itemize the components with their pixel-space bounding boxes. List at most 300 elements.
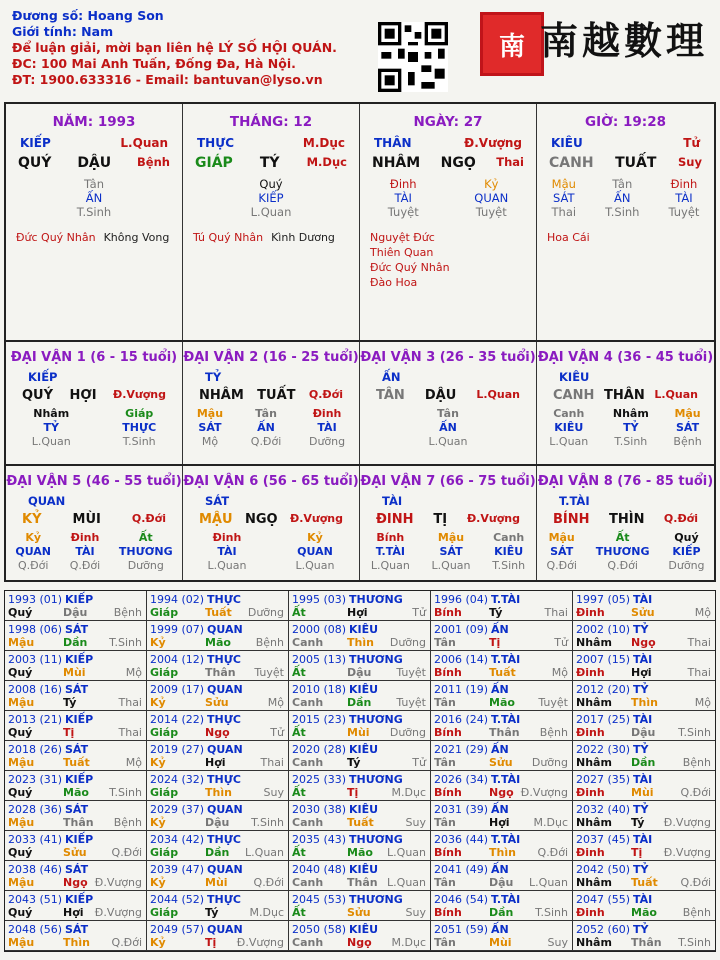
year-god: SÁT (65, 923, 89, 936)
dai-van-phase: Đ.Vượng (466, 512, 520, 525)
hidden-god: TỶ (623, 421, 639, 434)
hidden-god: ẤN (257, 421, 275, 434)
year-can: Giáp (150, 666, 179, 679)
hidden-god: TÀI (317, 421, 337, 434)
hidden-god: ẤN (614, 191, 631, 205)
year-can: Giáp (150, 606, 179, 619)
year-cell (431, 651, 573, 681)
year-phase: T.Sinh (678, 936, 711, 949)
year-chi: Sửu (631, 606, 655, 619)
dai-van-cell (537, 342, 714, 464)
year-god: SÁT (65, 863, 89, 876)
year-cell (573, 771, 715, 801)
year-god: QUAN (207, 683, 243, 696)
year-can: Mậu (8, 696, 35, 709)
year-chi: Hợi (631, 666, 652, 679)
year-label: 2014 (22) (150, 713, 205, 726)
year-label: 1994 (02) (150, 593, 205, 606)
year-cell (431, 861, 573, 891)
year-can: Tân (434, 756, 456, 769)
year-cell (573, 651, 715, 681)
hidden-can: Đinh (212, 531, 242, 544)
year-cell (573, 681, 715, 711)
dai-van-hidden-stem (673, 407, 701, 449)
year-chi: Thân (489, 726, 520, 739)
year-label: 2012 (20) (576, 683, 631, 696)
year-phase: M.Dục (249, 906, 284, 919)
year-can: Đinh (576, 786, 605, 799)
year-god: T.TÀI (491, 773, 521, 786)
year-god: THỰC (207, 653, 241, 666)
year-god: TÀI (633, 833, 653, 846)
hidden-god: KIÊU (494, 545, 524, 558)
year-god: THỰC (207, 593, 241, 606)
gender: Giới tính: Nam (12, 24, 114, 39)
dai-van-title: ĐẠI VẬN 7 (66 - 75 tuổi) (360, 474, 536, 489)
year-cell (289, 921, 431, 951)
hidden-phase: T.Sinh (492, 559, 526, 572)
dai-van-god: ẤN (382, 370, 401, 384)
year-god: T.TÀI (491, 713, 521, 726)
year-cell (431, 711, 573, 741)
year-cell (573, 741, 715, 771)
pillar-0 (6, 104, 183, 340)
pillar-god-phase: M.Dục (302, 136, 345, 150)
year-can: Bính (434, 726, 462, 739)
year-chi: Ngọ (63, 876, 88, 889)
year-phase: Thai (544, 606, 568, 619)
year-can: Ất (292, 786, 306, 799)
year-can: Giáp (150, 906, 179, 919)
pillar-2 (360, 104, 537, 340)
hidden-phase: T.Sinh (614, 435, 648, 448)
dai-van-hidden (6, 407, 182, 449)
year-cell (5, 891, 147, 921)
year-chi: Dậu (205, 816, 230, 829)
year-can: Giáp (150, 726, 179, 739)
hidden-can: Canh (493, 531, 525, 544)
pillar-hidden-stems (537, 177, 714, 219)
hidden-phase: Tuyệt (475, 205, 507, 219)
year-god: TỶ (633, 623, 649, 636)
year-label: 2020 (28) (292, 743, 347, 756)
dai-van-god: KIẾP (28, 370, 58, 384)
year-cell (573, 711, 715, 741)
dai-van-phase: Q.Đới (131, 512, 166, 525)
year-phase: Suy (547, 936, 568, 949)
year-phase: L.Quan (245, 846, 284, 859)
year-chi: Sửu (63, 846, 87, 859)
hidden-phase: L.Quan (549, 435, 589, 448)
pillar-can-chi-row (6, 155, 182, 171)
year-cell (147, 771, 289, 801)
year-can: Tân (434, 636, 456, 649)
dai-van-hidden-stem (596, 531, 650, 573)
year-god: QUAN (207, 863, 243, 876)
year-god: T.TÀI (491, 893, 521, 906)
year-phase: T.Sinh (535, 906, 568, 919)
dai-van-chi: NGỌ (244, 512, 278, 527)
hidden-can: Nhâm (33, 407, 70, 420)
pillar-god-phase: L.Quan (120, 136, 168, 150)
dai-van-hidden-stem (309, 407, 345, 449)
year-phase: Mộ (125, 756, 142, 769)
year-chi: Dần (489, 906, 514, 919)
pillar-god: KIÊU (551, 136, 583, 150)
hidden-god: TÀI (394, 191, 412, 205)
year-can: Mậu (8, 816, 35, 829)
year-can: Đinh (576, 606, 605, 619)
year-can: Kỷ (150, 936, 166, 949)
year-cell (5, 771, 147, 801)
hidden-phase: L.Quan (431, 559, 471, 572)
year-god: KIÊU (349, 803, 379, 816)
dai-van-phase: L.Quan (654, 388, 698, 401)
year-label: 1993 (01) (8, 593, 63, 606)
year-phase: Bệnh (539, 726, 568, 739)
hidden-can: Canh (553, 407, 585, 420)
year-phase: Q.Đới (253, 876, 284, 889)
year-can: Ất (292, 846, 306, 859)
year-label: 2030 (38) (292, 803, 347, 816)
dai-van-can-chi (537, 512, 714, 527)
hidden-phase: L.Quan (250, 205, 292, 219)
year-label: 2042 (50) (576, 863, 631, 876)
year-phase: Bệnh (255, 636, 284, 649)
year-can: Tân (434, 936, 456, 949)
year-label: 2018 (26) (8, 743, 63, 756)
year-can: Đinh (576, 666, 605, 679)
dai-van-hidden (183, 407, 359, 449)
year-god: THỰC (207, 833, 241, 846)
year-cell (289, 801, 431, 831)
dai-van-phase: Đ.Vượng (289, 512, 343, 525)
year-phase: T.Sinh (678, 726, 711, 739)
year-god: TÀI (633, 773, 653, 786)
year-chi: Dậu (489, 876, 514, 889)
hidden-phase: L.Quan (295, 559, 335, 572)
pillar-god-row (6, 136, 182, 150)
dai-van-hidden-stem (432, 531, 471, 573)
hidden-can: Giáp (125, 407, 154, 420)
year-phase: Đ.Vượng (663, 816, 711, 829)
hidden-god: KIÊU (554, 421, 584, 434)
year-cell (573, 831, 715, 861)
pillar-god-row (360, 136, 536, 150)
hidden-phase: T.Sinh (605, 205, 640, 219)
year-god: THƯƠNG (349, 653, 403, 666)
pillar-god-row (537, 136, 714, 150)
hidden-can: Tân (255, 407, 277, 420)
year-phase: L.Quan (387, 876, 426, 889)
dai-van-god: SÁT (205, 494, 230, 508)
year-chi: Mão (205, 636, 231, 649)
year-cell (5, 861, 147, 891)
dai-van-hidden (183, 531, 359, 573)
year-god: KIÊU (349, 683, 379, 696)
year-god: KIÊU (349, 743, 379, 756)
year-god: T.TÀI (491, 593, 521, 606)
year-chi: Tuất (347, 816, 374, 829)
year-cell (289, 861, 431, 891)
year-chi: Mùi (631, 786, 654, 799)
year-cell (431, 681, 573, 711)
pillar-title: THÁNG: 12 (229, 114, 313, 130)
year-chi: Tý (347, 756, 361, 769)
header-info (12, 8, 337, 88)
star-label: Đức Quý Nhân (370, 261, 450, 274)
year-label: 2031 (39) (434, 803, 489, 816)
pillar-chi: NGỌ (440, 155, 476, 171)
year-cell (147, 741, 289, 771)
pillar-stars (547, 230, 590, 245)
pillar-god-row (183, 136, 359, 150)
hidden-phase: Tuyệt (387, 205, 419, 219)
hidden-god: TÀI (217, 545, 237, 558)
dai-van-hidden-stem (668, 531, 704, 573)
year-phase: Dưỡng (531, 756, 568, 769)
year-label: 1998 (06) (8, 623, 63, 636)
pillar-chi: TÝ (259, 155, 280, 171)
year-phase: Đ.Vượng (94, 906, 142, 919)
pillar-title: NĂM: 1993 (52, 114, 136, 130)
star-label: Đào Hoa (370, 276, 418, 289)
year-god: KIẾP (65, 893, 94, 906)
year-phase: Tuyệt (254, 666, 284, 679)
star-label: Hoa Cái (547, 231, 590, 244)
pillar-stars (16, 230, 169, 245)
hidden-phase: Dưỡng (127, 559, 164, 572)
year-cell (573, 621, 715, 651)
year-phase: M.Dục (391, 936, 426, 949)
year-cell (5, 591, 147, 621)
dai-van-god: T.TÀI (559, 494, 590, 508)
year-god: QUAN (207, 803, 243, 816)
year-label: 2049 (57) (150, 923, 205, 936)
dai-van-title: ĐẠI VẬN 6 (56 - 65 tuổi) (183, 474, 359, 489)
year-chi: Tuất (63, 756, 90, 769)
dai-van-hidden-stem (119, 531, 173, 573)
year-phase: L.Quan (387, 846, 426, 859)
year-cell (289, 891, 431, 921)
pillar-hidden-stems (6, 177, 182, 219)
hidden-can: Nhâm (612, 407, 649, 420)
year-can: Tân (434, 696, 456, 709)
year-label: 2015 (23) (292, 713, 347, 726)
owner-name: Đương số: Hoang Son (12, 8, 164, 23)
hidden-can: Bính (376, 531, 405, 544)
dai-van-hidden-stem (429, 407, 468, 449)
year-label: 2034 (42) (150, 833, 205, 846)
year-cell (147, 711, 289, 741)
year-god: THƯƠNG (349, 893, 403, 906)
year-label: 2026 (34) (434, 773, 489, 786)
dai-van-title: ĐẠI VẬN 3 (26 - 35 tuổi) (360, 350, 536, 365)
dai-van-hidden-stem (208, 531, 247, 573)
year-label: 2044 (52) (150, 893, 205, 906)
year-cell (431, 771, 573, 801)
hidden-phase: T.Sinh (122, 435, 156, 448)
year-chi: Tý (489, 606, 503, 619)
year-cell (289, 651, 431, 681)
year-phase: Đ.Vượng (94, 876, 142, 889)
hidden-god: QUAN (474, 191, 509, 205)
year-can: Nhâm (576, 816, 612, 829)
pillar-hidden-stems (360, 177, 536, 219)
dai-van-row-2 (4, 466, 716, 582)
year-cell (289, 681, 431, 711)
hidden-phase: Bệnh (673, 435, 702, 448)
year-label: 2005 (13) (292, 653, 347, 666)
year-phase: L.Quan (529, 876, 568, 889)
year-chi: Sửu (205, 696, 229, 709)
hidden-stem (668, 177, 699, 219)
year-cell (431, 831, 573, 861)
year-can: Ất (292, 906, 306, 919)
year-god: TỶ (633, 803, 649, 816)
year-chi: Mùi (489, 936, 512, 949)
year-god: KIẾP (65, 593, 94, 606)
year-chi: Tý (631, 816, 645, 829)
year-can: Ất (292, 666, 306, 679)
year-chi: Thân (631, 936, 662, 949)
hidden-can: Mậu (551, 177, 576, 191)
hidden-god: THƯƠNG (118, 545, 173, 558)
dai-van-title: ĐẠI VẬN 1 (6 - 15 tuổi) (10, 350, 178, 365)
dai-van-hidden-stem (613, 407, 649, 449)
year-god: KIẾP (65, 653, 94, 666)
hidden-god: SÁT (550, 545, 574, 558)
dai-van-hidden-stem (546, 531, 576, 573)
dai-van-cell (360, 342, 537, 464)
hidden-phase: Thai (551, 205, 577, 219)
hidden-god: KIẾP (258, 191, 284, 205)
year-god: QUAN (207, 623, 243, 636)
year-can: Canh (292, 756, 324, 769)
year-cell (5, 651, 147, 681)
year-label: 2045 (53) (292, 893, 347, 906)
star-label: Không Vong (103, 231, 170, 244)
year-label: 2033 (41) (8, 833, 63, 846)
dai-van-hidden-stem (296, 531, 335, 573)
year-phase: T.Sinh (109, 786, 142, 799)
hidden-god: SÁT (198, 421, 222, 434)
year-can: Quý (8, 666, 33, 679)
year-cell (147, 921, 289, 951)
dai-van-god: KIÊU (559, 370, 590, 384)
year-chi: Tị (489, 636, 501, 649)
hidden-can: Quý (259, 177, 283, 191)
year-phase: Suy (263, 786, 284, 799)
hidden-can: Quý (674, 531, 699, 544)
pillar-god: KIẾP (20, 136, 51, 150)
year-cell (431, 801, 573, 831)
dai-van-can: KỶ (22, 512, 42, 527)
year-phase: Suy (405, 816, 426, 829)
hidden-can: Đinh (389, 177, 417, 191)
year-chi: Sửu (489, 756, 513, 769)
year-god: ẤN (491, 743, 509, 756)
year-can: Bính (434, 786, 462, 799)
year-label: 2017 (25) (576, 713, 631, 726)
hidden-god: TÀI (675, 191, 693, 205)
year-chi: Dần (205, 846, 230, 859)
hidden-phase: T.Sinh (76, 205, 112, 219)
hidden-can: Mậu (196, 407, 224, 420)
year-phase: Đ.Vượng (663, 846, 711, 859)
year-phase: Tử (554, 636, 568, 649)
year-label: 1996 (04) (434, 593, 489, 606)
hidden-stem (77, 177, 111, 219)
hidden-can: Tân (437, 407, 459, 420)
year-cell (5, 801, 147, 831)
year-god: QUAN (207, 923, 243, 936)
year-chi: Tuất (205, 606, 232, 619)
dai-van-can: BÍNH (553, 512, 590, 527)
year-phase: Đ.Vượng (236, 936, 284, 949)
dai-van-hidden-stem (549, 407, 588, 449)
year-label: 2011 (19) (434, 683, 489, 696)
year-phase: Thai (260, 756, 284, 769)
year-label: 2003 (11) (8, 653, 63, 666)
dai-van-chi: HỢI (69, 388, 97, 403)
year-can: Giáp (150, 786, 179, 799)
year-cell (147, 861, 289, 891)
hidden-phase: Q.Đới (17, 559, 49, 572)
year-cell (289, 741, 431, 771)
year-phase: Q.Đới (111, 936, 142, 949)
hidden-god: THƯƠNG (595, 545, 650, 558)
year-chi: Mão (63, 786, 89, 799)
year-chi: Mão (347, 846, 373, 859)
year-label: 2036 (44) (434, 833, 489, 846)
hidden-can: Đinh (312, 407, 342, 420)
year-can: Đinh (576, 846, 605, 859)
dai-van-hidden (360, 407, 536, 449)
year-can: Nhâm (576, 696, 612, 709)
year-label: 2025 (33) (292, 773, 347, 786)
year-god: TÀI (633, 653, 653, 666)
pillar-title: GIỜ: 19:28 (585, 114, 666, 130)
year-phase: Suy (405, 906, 426, 919)
year-chi: Dậu (347, 666, 372, 679)
year-chi: Tị (205, 936, 217, 949)
year-chi: Hợi (205, 756, 226, 769)
year-god: ẤN (491, 923, 509, 936)
dai-van-can-chi (6, 388, 182, 403)
year-god: ẤN (491, 803, 509, 816)
year-label: 2046 (54) (434, 893, 489, 906)
year-chi: Hợi (63, 906, 84, 919)
year-god: THƯƠNG (349, 773, 403, 786)
year-cell (573, 891, 715, 921)
pillar-chi-phase: M.Dục (306, 155, 347, 169)
address-line: ĐC: 100 Mai Anh Tuấn, Đống Đa, Hà Nội. (12, 56, 296, 71)
year-can: Canh (292, 816, 324, 829)
year-phase: Tử (412, 606, 426, 619)
dai-van-chi: THÂN (604, 388, 645, 403)
year-label: 2043 (51) (8, 893, 63, 906)
year-cell (147, 651, 289, 681)
year-god: KIẾP (65, 773, 94, 786)
hidden-phase: Q.Đới (250, 435, 282, 448)
qr-code-icon (378, 22, 448, 92)
year-chi: Ngọ (347, 936, 372, 949)
pillar-chi: TUẤT (615, 155, 657, 171)
dai-van-chi: TỊ (433, 512, 448, 527)
year-label: 2028 (36) (8, 803, 63, 816)
pillar-hidden-stems (183, 177, 359, 219)
